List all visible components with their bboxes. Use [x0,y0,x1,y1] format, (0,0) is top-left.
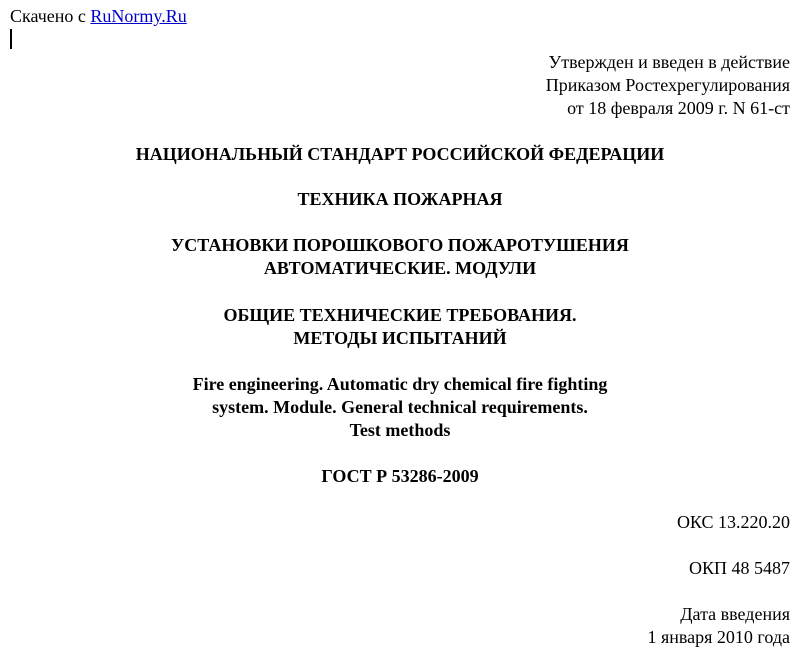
english-line-2: system. Module. General technical requirements. [212,397,588,417]
english-title [0,373,796,442]
title-line-1: УСТАНОВКИ ПОРОШКОВОГО ПОЖАРОТУШЕНИЯ [171,235,629,255]
oks-code [490,511,790,534]
approval-line-3: от 18 февраля 2009 г. N 61-ст [567,98,790,118]
oks-text: ОКС 13.220.20 [676,512,790,532]
title-heading [0,234,796,280]
text-cursor [10,29,12,49]
approval-line-2: Приказом Ростехрегулирования [545,75,790,95]
gost-text: ГОСТ Р 53286-2009 [321,466,479,486]
source-line [10,5,187,28]
approval-line-1: Утвержден и введен в действие [548,52,790,72]
okp-text: ОКП 48 5487 [688,558,790,578]
source-link[interactable]: RuNormy.Ru [90,6,187,26]
source-prefix: Скачено с [10,6,86,26]
national-standard-heading [0,143,796,166]
subtitle-line-2: МЕТОДЫ ИСПЫТАНИЙ [293,328,507,348]
approval-block [290,51,790,120]
english-line-1: Fire engineering. Automatic dry chemical fire fighting [192,374,608,394]
national-standard-text: НАЦИОНАЛЬНЫЙ СТАНДАРТ РОССИЙСКОЙ ФЕДЕРАЦИИ [135,144,665,164]
subtitle-heading [0,304,796,350]
subject-text: ТЕХНИКА ПОЖАРНАЯ [297,189,503,209]
intro-date-label: Дата введения [680,604,790,624]
english-line-3: Test methods [349,420,451,440]
subtitle-line-1: ОБЩИЕ ТЕХНИЧЕСКИЕ ТРЕБОВАНИЯ. [223,305,577,325]
subject-heading [0,188,796,211]
okp-code [490,557,790,580]
intro-date-value: 1 января 2010 года [647,627,790,647]
intro-date-block [490,603,790,649]
title-line-2: АВТОМАТИЧЕСКИЕ. МОДУЛИ [263,258,537,278]
gost-number [0,465,796,488]
